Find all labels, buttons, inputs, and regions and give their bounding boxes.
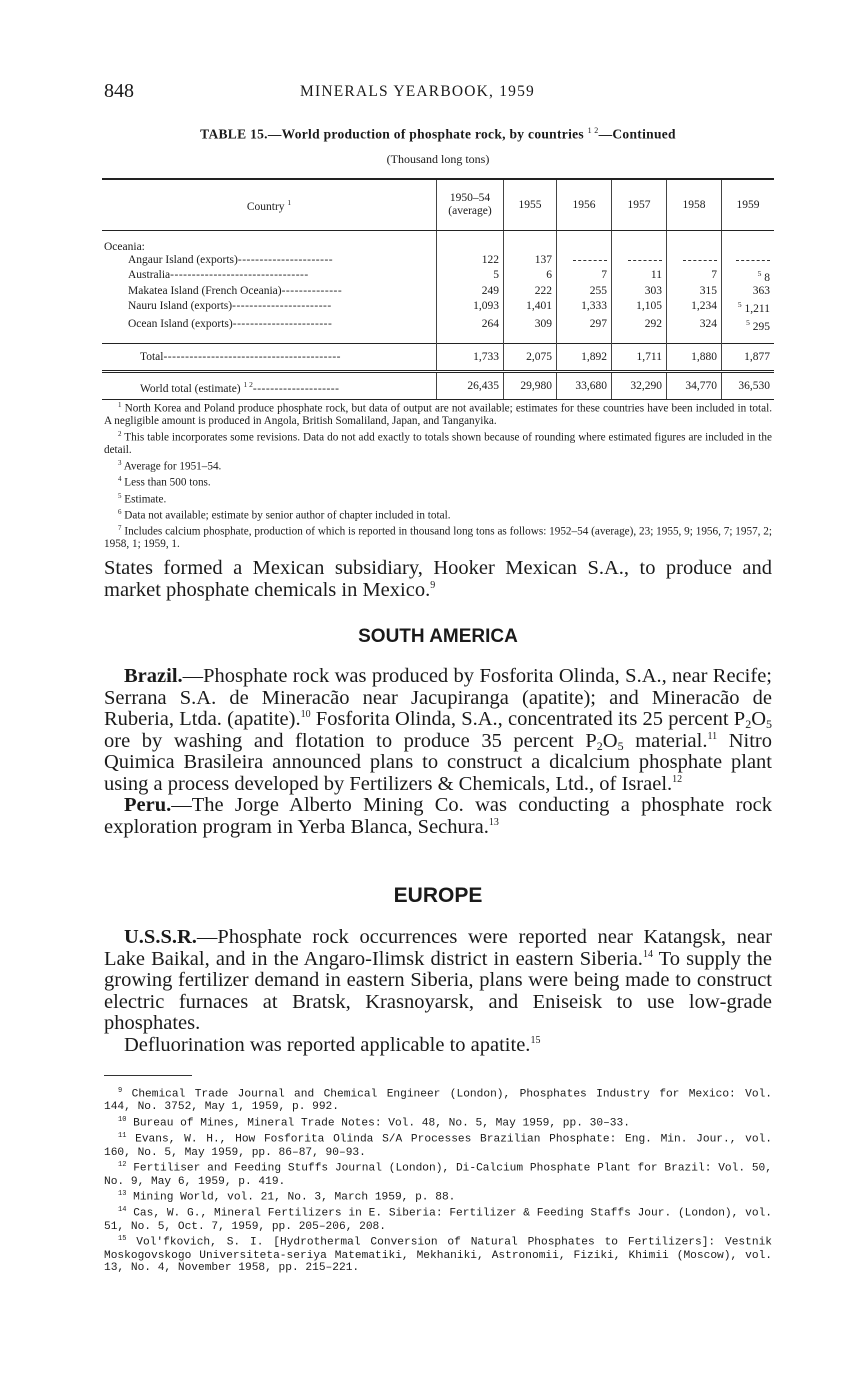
value-cell: 297	[557, 316, 612, 334]
footnote: $^{15}$ Vol'fkovich, S. I. [Hydrothermal Conversion of Natural Phosphates to Fertilizers]: Vestnik Moskogovskogo Universiteta-seriya Matematiki, Mekhaniki, Astronomii, Fiziki, Khimii (Moscow), vol. 13, No. 4, November 1958, pp. 215–221.	[104, 1235, 772, 1275]
intro-paragraph: States formed a Mexican subsidiary, Hooker Mexican S.A., to produce and market phosphate chemicals in Mexico.$^9$	[104, 557, 772, 601]
value-cell: 11	[612, 267, 667, 285]
table-row	[102, 254, 774, 267]
table-row	[102, 298, 774, 316]
value-cell: 363	[722, 285, 775, 298]
table-notes	[104, 399, 772, 551]
column-header-1955: 1955	[504, 179, 557, 231]
value-cell: 33,680	[557, 372, 612, 400]
footnote: $^{11}$ Evans, W. H., How Fosforita Olinda S/A Processes Brazilian Phosphate: Eng. Min. Jour., vol. 160, No. 5, May 1959, pp. 86–87, 90–93.	[104, 1132, 773, 1159]
column-header-country: Country $^1$	[102, 179, 437, 231]
europe-section	[104, 927, 772, 1056]
value-cell: 303	[612, 285, 667, 298]
phosphate-production-table	[102, 178, 774, 400]
table-note: $^3$ Average for 1951–54.	[118, 458, 222, 473]
value-cell: 7	[667, 267, 722, 285]
table-note: $^7$ Includes calcium phosphate, production of which is reported in thousand long tons as follows: 1952–54 (average), 23; 1955, 9; 1956, 7; 1957, 2; 1958, 1; 1959, 1.	[104, 524, 773, 551]
table-spacer-row	[102, 333, 774, 344]
page-header	[104, 80, 772, 106]
value-cell: 309	[504, 316, 557, 334]
value-cell	[722, 254, 775, 267]
value-cell: 26,435	[437, 372, 504, 400]
footnote: $^{14}$ Cas, W. G., Mineral Fertilizers in E. Siberia: Fertilizer & Feeding Staffs Jour. (London), vol. 51, No. 5, Oct. 7, 1959, pp. 205–206, 208.	[104, 1206, 773, 1233]
no-data-dash	[683, 260, 717, 261]
running-title: MINERALS YEARBOOK, 1959	[300, 83, 535, 100]
no-data-dash	[573, 260, 607, 261]
table-unit: (Thousand long tons)	[386, 152, 490, 166]
world-total-label-cell: World total (estimate) $^{1 2}$--------------------	[102, 372, 437, 400]
footnote: $^9$ Chemical Trade Journal and Chemical Engineer (London), Phosphates Industry for Mexico: Vol. 144, No. 3752, May 1, 1959, p. 992.	[104, 1087, 773, 1114]
table-title-suffix: —Continued	[598, 126, 676, 142]
value-cell: 7	[557, 267, 612, 285]
value-cell: 34,770	[667, 372, 722, 400]
table-title-footnote-ref: 1 2	[587, 126, 599, 135]
column-header-1958: 1958	[667, 179, 722, 231]
table-note: $^2$ This table incorporates some revisions. Data do not add exactly to totals shown because of rounding where estimated figures are included in the detail.	[104, 429, 772, 457]
country-cell: Ocean Island (exports)-----------------------	[128, 318, 333, 331]
value-cell: 249	[437, 285, 504, 298]
table-header-row	[102, 179, 774, 231]
footnotes	[104, 1085, 772, 1275]
page-number: 848	[104, 80, 134, 102]
value-cell: 36,530	[722, 372, 775, 400]
value-cell	[667, 254, 722, 267]
heading-europe: EUROPE	[393, 884, 483, 907]
country-cell: Nauru Island (exports)-----------------------	[128, 300, 332, 313]
country-cell: Makatea Island (French Oceania)--------------	[128, 284, 343, 297]
value-cell: 1,892	[557, 344, 612, 372]
value-cell: 222	[504, 285, 557, 298]
value-cell: 137	[504, 254, 557, 267]
value-cell: 2,075	[504, 344, 557, 372]
value-cell: 292	[612, 316, 667, 334]
value-cell: 315	[667, 285, 722, 298]
value-cell: 1,105	[612, 298, 667, 316]
value-cell: 1,880	[667, 344, 722, 372]
footnote: $^{12}$ Fertiliser and Feeding Stuffs Journal (London), Di-Calcium Phosphate Plant for Brazil: Vol. 50, No. 9, May 6, 1959, p. 419.	[104, 1161, 772, 1188]
value-cell: 1,333	[557, 298, 612, 316]
south-america-section	[104, 666, 772, 838]
world-total-row	[102, 372, 774, 400]
total-label-cell: Total-----------------------------------------	[102, 344, 437, 372]
value-cell: 255	[557, 285, 612, 298]
table-title-text: TABLE 15.—World production of phosphate rock, by countries	[200, 126, 584, 142]
column-header-1950-54: 1950–54 (average)	[437, 179, 504, 231]
value-cell: 5	[437, 267, 504, 285]
value-cell: 29,980	[504, 372, 557, 400]
value-cell: 1,093	[437, 298, 504, 316]
defluorination-paragraph: Defluorination was reported applicable to apatite.$^{15}$	[124, 1033, 541, 1056]
total-row	[102, 344, 774, 372]
region-row	[102, 241, 774, 254]
value-cell: 1,401	[504, 298, 557, 316]
footnote: $^{13}$ Mining World, vol. 21, No. 3, March 1959, p. 88.	[118, 1190, 456, 1204]
value-cell	[557, 254, 612, 267]
peru-paragraph: Peru.—The Jorge Alberto Mining Co. was conducting a phosphate rock exploration program in Yerba Blanca, Sechura.$^{13}$	[104, 794, 772, 838]
footnote-rule	[104, 1075, 192, 1076]
no-data-dash	[628, 260, 662, 261]
value-cell: 1,877	[722, 344, 775, 372]
brazil-paragraph: Brazil.—Phosphate rock was produced by Fosforita Olinda, S.A., near Recife; Serrana S.A. de Mineracão near Jacupiranga (apatite); and Mineracão de Ruberia, Ltda. (apatite).$^{10}$ Fosforita Olinda, S.A., concentrated its 25 percent $P_2O_5$ ore by washing and flotation to produce 35 percent $P_2O_5$ material.$^{11}$ Nitro Quimica Brasileira announced plans to construct a dicalcium phosphate plant using a process developed by Fertilizers & Chemicals, Ltd., of Israel.$^{12}$	[104, 665, 773, 795]
heading-south-america: SOUTH AMERICA	[358, 626, 518, 647]
value-cell: 122	[437, 254, 504, 267]
value-cell: 1,733	[437, 344, 504, 372]
column-header-1959: 1959	[722, 179, 775, 231]
column-header-1956: 1956	[557, 179, 612, 231]
value-cell: 1,711	[612, 344, 667, 372]
column-header-1957: 1957	[612, 179, 667, 231]
table-note: $^4$ Less than 500 tons.	[118, 475, 211, 489]
table-row	[102, 285, 774, 298]
value-cell: $^5$ 295	[722, 316, 775, 334]
value-cell: 1,234	[667, 298, 722, 316]
table-row	[102, 267, 774, 285]
value-cell: 264	[437, 316, 504, 334]
no-data-dash	[736, 260, 770, 261]
table-row	[102, 316, 774, 334]
value-cell	[612, 254, 667, 267]
table-spacer-row	[102, 231, 774, 242]
table-title	[104, 126, 772, 143]
table-note: $^1$ North Korea and Poland produce phosphate rock, but data of output are not available; estimates for these countries have been included in total. A negligible amount is produced in Angola, British Somaliland, Japan, and Tanganyika.	[104, 401, 773, 428]
footnote: $^{10}$ Bureau of Mines, Mineral Trade Notes: Vol. 48, No. 5, May 1959, pp. 30–33.	[118, 1115, 630, 1130]
value-cell: $^5$ 8	[722, 267, 775, 285]
value-cell: 6	[504, 267, 557, 285]
country-cell: Australia--------------------------------	[128, 269, 309, 282]
country-cell: Angaur Island (exports)----------------------	[128, 254, 334, 266]
region-label: Oceania:	[104, 241, 145, 253]
table-note: $^5$ Estimate.	[118, 491, 167, 506]
value-cell: 324	[667, 316, 722, 334]
value-cell: 32,290	[612, 372, 667, 400]
table-note: $^6$ Data not available; estimate by senior author of chapter included in total.	[118, 507, 451, 522]
value-cell: $^5$ 1,211	[722, 298, 775, 316]
ussr-paragraph: U.S.S.R.—Phosphate rock occurrences were reported near Katangsk, near Lake Baikal, and in the Angaro-Ilimsk district in eastern Siberia.$^{14}$ To supply the growing fertilizer demand in eastern Siberia, plans were being made to construct electric furnaces at Bratsk, Krasnoyarsk, and Eniseisk to use low-grade phosphates.	[104, 926, 772, 1034]
